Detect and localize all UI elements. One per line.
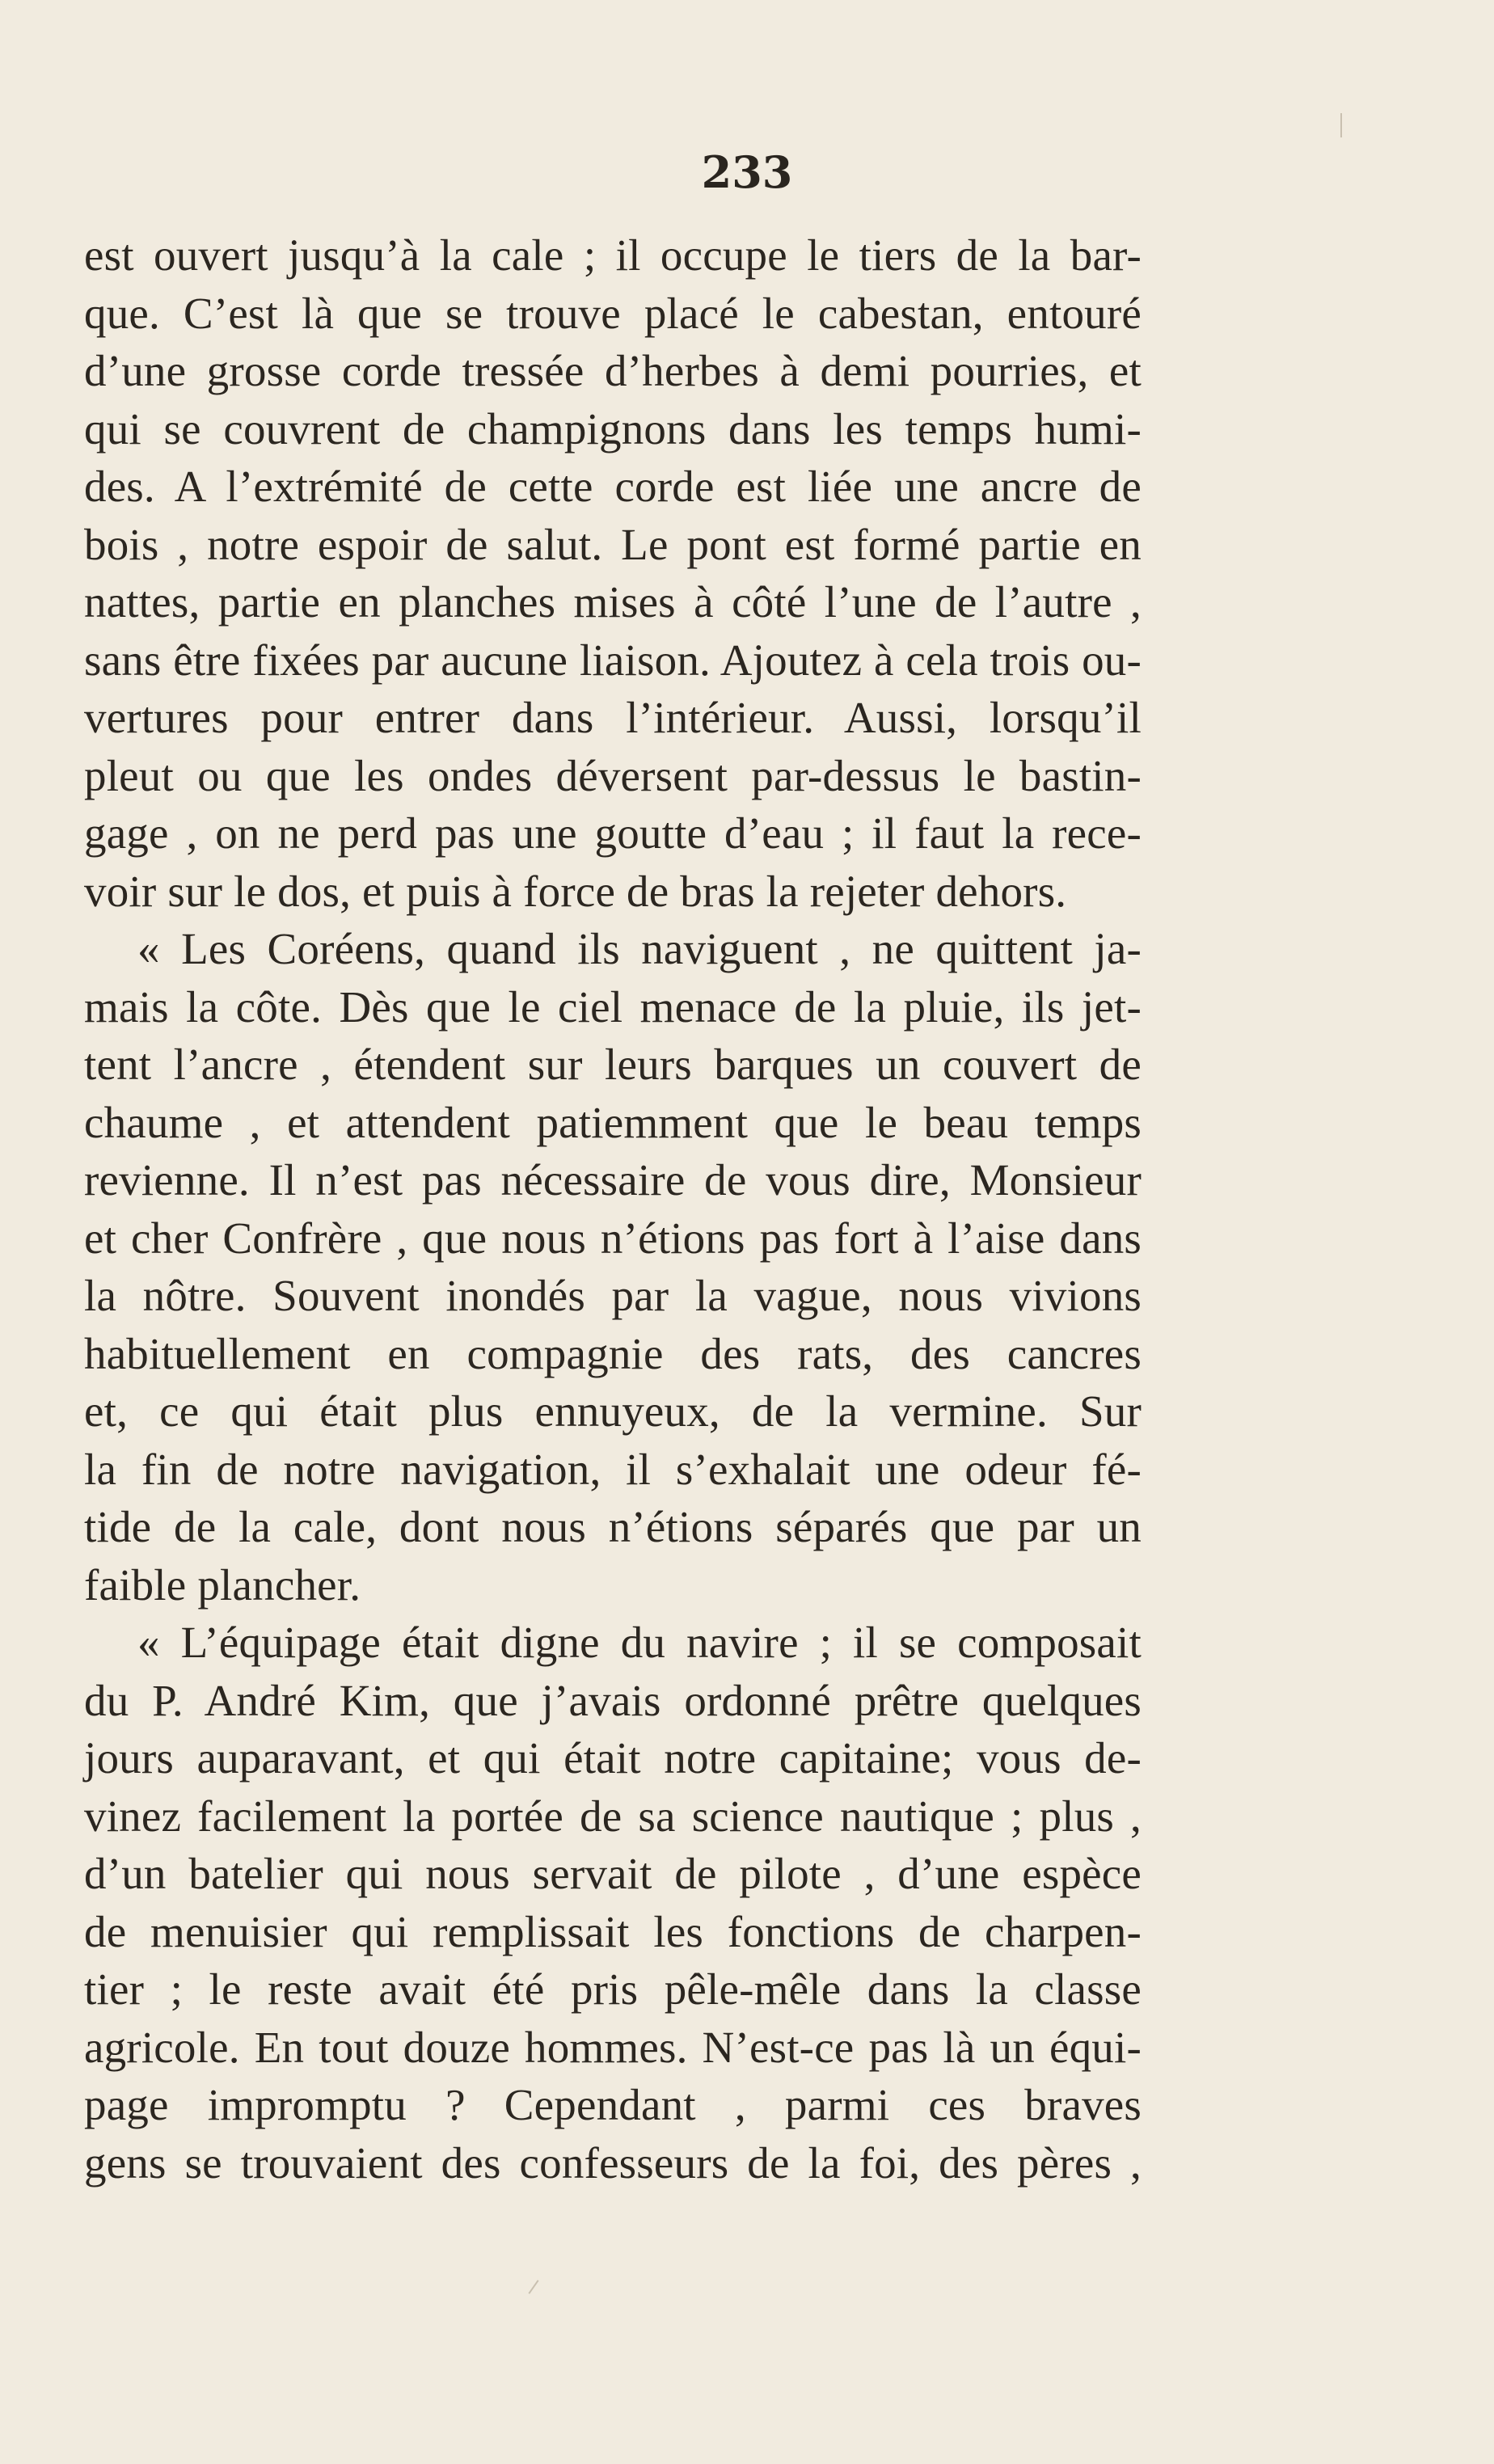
paper-scratch: [528, 2280, 538, 2294]
text-line: que. C’est là que se trouve placé le cabestan, entouré: [84, 288, 1142, 338]
text-line: agricole. En tout douze hommes. N’est-ce pas là un équi-: [84, 2022, 1142, 2072]
text-line: « L’équipage était digne du navire ; il se composait: [137, 1618, 1142, 1667]
page-number: 233: [701, 146, 793, 198]
text-line: pleut ou que les ondes déversent par-dessus le bastin-: [84, 750, 1142, 800]
text-line: tent l’ancre , étendent sur leurs barques un couvert de: [84, 1040, 1142, 1089]
text-line: page impromptu ? Cependant , parmi ces braves: [84, 2080, 1142, 2129]
body-text: [84, 226, 1142, 2192]
text-line: et, ce qui était plus ennuyeux, de la vermine. Sur: [84, 1386, 1142, 1436]
text-line: d’une grosse corde tressée d’herbes à demi pourries, et: [84, 346, 1142, 395]
text-line: jours auparavant, et qui était notre capitaine; vous de-: [84, 1733, 1142, 1783]
text-line: bois , notre espoir de salut. Le pont est formé partie en: [84, 519, 1142, 569]
text-line: nattes, partie en planches mises à côté l’une de l’autre ,: [84, 577, 1142, 627]
text-line: vertures pour entrer dans l’intérieur. Aussi, lorsqu’il: [84, 693, 1142, 742]
text-line: habituellement en compagnie des rats, des cancres: [84, 1328, 1142, 1378]
text-line: gage , on ne perd pas une goutte d’eau ; il faut la rece-: [84, 808, 1142, 858]
paper-speck: [1340, 113, 1342, 137]
text-line: des. A l’extrémité de cette corde est liée une ancre de: [84, 462, 1142, 511]
text-line: est ouvert jusqu’à la cale ; il occupe le tiers de la bar-: [84, 230, 1142, 280]
text-line: vinez facilement la portée de sa science nautique ; plus ,: [84, 1791, 1142, 1841]
text-line: sans être fixées par aucune liaison. Ajoutez à cela trois ou-: [84, 635, 1142, 685]
text-line: revienne. Il n’est pas nécessaire de vous dire, Monsieur: [84, 1155, 1142, 1205]
text-line: qui se couvrent de champignons dans les temps humi-: [84, 403, 1142, 454]
text-line: tide de la cale, dont nous n’étions séparés que par un: [84, 1502, 1142, 1551]
text-line: « Les Coréens, quand ils naviguent , ne quittent ja-: [137, 924, 1142, 973]
text-line: la fin de notre navigation, il s’exhalait une odeur fé-: [84, 1444, 1142, 1494]
text-line: tier ; le reste avait été pris pêle-mêle dans la classe: [84, 1964, 1142, 2014]
text-line: faible plancher.: [84, 1559, 361, 1610]
text-line: du P. André Kim, que j’avais ordonné prêtre quelques: [84, 1675, 1142, 1725]
text-line: de menuisier qui remplissait les fonctions de charpen-: [84, 1906, 1142, 1956]
text-line: gens se trouvaient des confesseurs de la foi, des pères ,: [84, 2137, 1142, 2188]
text-line: mais la côte. Dès que le ciel menace de la pluie, ils jet-: [84, 981, 1142, 1032]
text-line: chaume , et attendent patiemment que le beau temps: [84, 1097, 1142, 1147]
text-line: la nôtre. Souvent inondés par la vague, nous vivions: [84, 1271, 1142, 1320]
text-line: voir sur le dos, et puis à force de bras la rejeter dehors.: [84, 866, 1067, 916]
text-line: et cher Confrère , que nous n’étions pas fort à l’aise dans: [84, 1213, 1142, 1263]
text-line: d’un batelier qui nous servait de pilote , d’une espèce: [84, 1849, 1142, 1898]
